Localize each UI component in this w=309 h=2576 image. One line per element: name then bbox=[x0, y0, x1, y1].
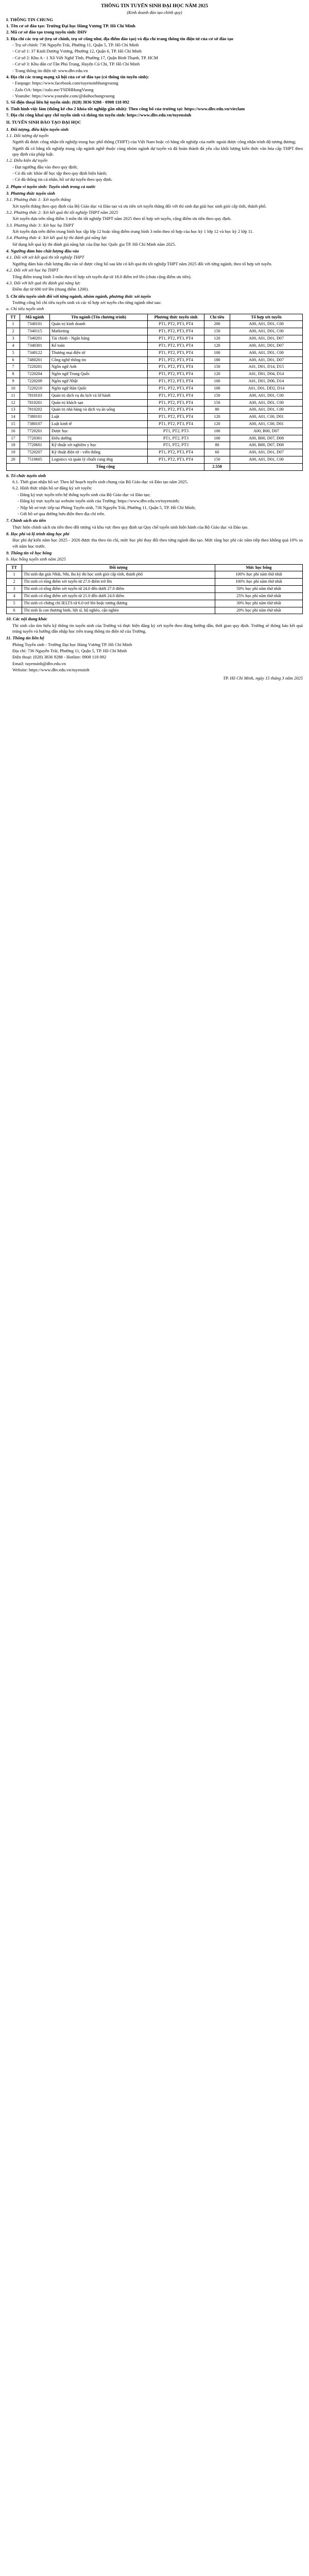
sub-1-1-heading: 1.1. Đối tượng dự tuyển bbox=[6, 132, 49, 138]
row-name: Marketing bbox=[50, 328, 148, 335]
sub-6-2-text: 6.2. Hình thức nhận hồ sơ đăng ký xét tuyển: bbox=[12, 485, 93, 491]
row-name: Luật bbox=[50, 414, 148, 421]
table-row bbox=[7, 321, 303, 328]
table-row bbox=[7, 442, 303, 449]
row-quota: 150 bbox=[204, 364, 230, 371]
row-number: 2 bbox=[7, 328, 20, 335]
table-row bbox=[7, 328, 303, 335]
row-quota: 60 bbox=[204, 449, 230, 456]
row-name: Quản trị nhà hàng và dịch vụ ăn uống bbox=[50, 406, 148, 414]
row-code: 7480201 bbox=[20, 357, 50, 364]
sch-target: Thí sinh là con thương binh, liệt sĩ, hộ nghèo, cận nghèo bbox=[22, 607, 215, 614]
row-methods: PT1, PT2, PT3, PT4 bbox=[148, 420, 204, 428]
submission-item: - Đăng ký trực tuyến tại website tuyển sinh của Trường: https://www.dhv.edu.vn/tuyensinh; bbox=[18, 498, 180, 504]
row-name: Ngôn ngữ Hàn Quốc bbox=[50, 385, 148, 392]
row-code: 7340122 bbox=[20, 349, 50, 357]
quota-total-row bbox=[7, 463, 303, 470]
sub-7-text: Thực hiện chính sách ưu tiên theo đối tượng và khu vực theo quy định tại Quy chế tuyển sinh hiện hành của Bộ Giáo dục và Đào tạo. bbox=[12, 524, 249, 530]
row-quota: 100 bbox=[204, 428, 230, 435]
method-2-text: Xét tuyển dựa trên tổng điểm 3 môn thi tốt nghiệp THPT năm 2025 theo tổ hợp xét tuyển, cộng điểm ưu tiên theo quy định. bbox=[12, 216, 232, 222]
col-quota: Chỉ tiêu bbox=[204, 314, 230, 321]
table-row bbox=[7, 449, 303, 456]
method-3-text: Xét tuyển dựa trên điểm trung bình học tập lớp 12 hoặc tổng điểm trung bình 3 môn theo tổ hợp của học kỳ 1 lớp 12 và học kỳ 2 lớp 11. bbox=[12, 229, 254, 234]
row-methods: PT1, PT2, PT3, PT4 bbox=[148, 414, 204, 421]
row-combos: A00, A01, D01, C00 bbox=[230, 321, 303, 328]
row-name: Điều dưỡng bbox=[50, 435, 148, 442]
method-3-title: 3.3. Phương thức 3: Xét học bạ THPT bbox=[6, 222, 74, 228]
sub-1-2-heading: 1.2. Điều kiện dự tuyển bbox=[6, 158, 48, 163]
row-methods: PT1, PT2, PT3, PT4 bbox=[148, 385, 204, 392]
row-methods: PT1, PT2, PT3, PT4 bbox=[148, 335, 204, 343]
row-number: 4 bbox=[7, 342, 20, 349]
row-number: 7 bbox=[7, 364, 20, 371]
sch-level: 100% học phí năm thứ nhất bbox=[215, 571, 303, 579]
section-1-item: - Youtube: https://www.youtube.com/@daihochungvuong bbox=[12, 93, 115, 98]
threshold-4-2-text: Tổng điểm trung bình 3 môn theo tổ hợp xét tuyển đạt từ 18.0 điểm trở lên (chưa cộng điểm ưu tiên). bbox=[12, 274, 192, 279]
row-number: 15 bbox=[7, 420, 20, 428]
row-quota: 120 bbox=[204, 420, 230, 428]
table-row bbox=[7, 428, 303, 435]
sub-7-heading: 7. Chính sách ưu tiên bbox=[6, 518, 46, 523]
contact-item: Website: https://www.dhv.edu.vn/tuyensinh bbox=[12, 667, 90, 673]
sub-4-heading: 4. Ngưỡng đảm bảo chất lượng đầu vào bbox=[6, 248, 79, 254]
section-1-item: - Zalo OA: https://zalo.me/TSDHHungVuong bbox=[12, 87, 94, 92]
scholarship-table bbox=[6, 564, 303, 615]
section-1-item: 3. Địa chỉ các trụ sở (trụ sở chính, trụ sở cũng như, địa điểm đào tạo) và địa chỉ trang thông tin điện tử của cơ sở đào tạo bbox=[6, 36, 233, 41]
total-empty bbox=[230, 463, 303, 470]
submission-item: - Gửi hồ sơ qua đường bưu điện theo địa chỉ trên. bbox=[18, 511, 106, 516]
section-1-item: - Cơ sở 2: Khu A - 1 Xô Viết Nghệ Tĩnh, Phường 17, Quận Bình Thạnh, TP. HCM bbox=[12, 55, 158, 60]
row-combos: A00, A01, D01, D07 bbox=[230, 357, 303, 364]
row-name: Luật kinh tế bbox=[50, 420, 148, 428]
row-combos: A00, B00, D07, D08 bbox=[230, 435, 303, 442]
total-label: Tổng cộng bbox=[7, 463, 204, 470]
method-4-text: Sử dụng kết quả kỳ thi đánh giá năng lực của Đại học Quốc gia TP. Hồ Chí Minh năm 2025. bbox=[12, 241, 176, 247]
row-code: 7340301 bbox=[20, 342, 50, 349]
threshold-4-3-text: Điểm đạt từ 600 trở lên (thang điểm 1200). bbox=[12, 286, 89, 292]
section-1-item: 7. Địa chỉ công khai quy chế tuyển sinh và thông tin tuyển sinh: https://www.dhv.edu.vn/tuyensinh bbox=[6, 112, 192, 117]
sch-number: 1 bbox=[7, 571, 22, 579]
section-1-item: - Trang thông tin điện tử: www.dhv.edu.vn bbox=[12, 67, 88, 73]
row-quota: 150 bbox=[204, 399, 230, 406]
row-methods: PT1, PT2, PT3 bbox=[148, 442, 204, 449]
table-row bbox=[7, 406, 303, 414]
section-1-item: - Fanpage: https://www.facebook.com/tuyensinhhungvuong bbox=[12, 80, 118, 86]
row-methods: PT1, PT2, PT3, PT4 bbox=[148, 364, 204, 371]
table-row bbox=[7, 349, 303, 357]
row-combos: A00, B00, D07 bbox=[230, 428, 303, 435]
document-subtitle: (Kinh doanh đào tạo chính quy) bbox=[127, 10, 182, 15]
row-number: 8 bbox=[7, 371, 20, 378]
section-1-item: 6. Tình hình việc làm (thống kê cho 2 khóa tốt nghiệp gần nhất): Theo công bố của trường tại: https://www.dhv.edu.vn/vieclam bbox=[6, 106, 245, 111]
row-code: 7380107 bbox=[20, 420, 50, 428]
sch-number: 3 bbox=[7, 586, 22, 593]
row-name: Tài chính - Ngân hàng bbox=[50, 335, 148, 343]
row-methods: PT1, PT2, PT3, PT4 bbox=[148, 371, 204, 378]
row-number: 17 bbox=[7, 435, 20, 442]
sub-8-heading: 8. Học phí và lộ trình tăng học phí bbox=[6, 531, 70, 536]
contact-item: Điện thoại: (028) 3836 9288 - Hotline: 0908 118 092 bbox=[12, 654, 107, 660]
sch-number: 2 bbox=[7, 579, 22, 586]
row-number: 14 bbox=[7, 414, 20, 421]
section-1-items bbox=[6, 23, 303, 118]
sch-level: 30% học phí năm thứ nhất bbox=[215, 600, 303, 607]
method-1-title: 3.1. Phương thức 1: Xét tuyển thẳng bbox=[6, 197, 71, 202]
contact-list bbox=[6, 642, 303, 673]
row-combos: A01, D01, D14, D15 bbox=[230, 364, 303, 371]
table-row bbox=[7, 342, 303, 349]
row-code: 7340201 bbox=[20, 335, 50, 343]
condition-item: - Có đủ sức khỏe để học tập theo quy định hiện hành; bbox=[12, 171, 107, 176]
section-1-heading: I. THÔNG TIN CHUNG bbox=[6, 16, 53, 22]
row-methods: PT1, PT2, PT3, PT4 bbox=[148, 392, 204, 399]
sub-8-text: Học phí dự kiến năm học 2025 - 2026 được thu theo tín chỉ, mức học phí thay đổi theo từng ngành đào tạo. Mức tăng học phí các năm tiếp theo không quá 10% so với năm học trước. bbox=[12, 537, 303, 549]
row-name: Quản trị khách sạn bbox=[50, 399, 148, 406]
row-combos: A00, B00, D07, D08 bbox=[230, 442, 303, 449]
sch-col-level: Mức học bổng bbox=[215, 564, 303, 571]
section-1-item: - Trụ sở chính: 736 Nguyễn Trãi, Phường 11, Quận 5, TP. Hồ Chí Minh bbox=[12, 42, 139, 48]
table-row bbox=[7, 399, 303, 406]
submission-item: - Đăng ký trực tuyến trên hệ thống tuyển sinh của Bộ Giáo dục và Đào tạo; bbox=[18, 492, 151, 497]
table-row bbox=[7, 371, 303, 378]
row-code: 7520207 bbox=[20, 449, 50, 456]
total-value: 2.550 bbox=[204, 463, 230, 470]
row-quota: 100 bbox=[204, 385, 230, 392]
row-name: Logistics và quản lý chuỗi cung ứng bbox=[50, 456, 148, 464]
row-quota: 120 bbox=[204, 335, 230, 343]
row-methods: PT1, PT2, PT3, PT4 bbox=[148, 342, 204, 349]
row-quota: 150 bbox=[204, 456, 230, 464]
row-code: 7340115 bbox=[20, 328, 50, 335]
row-methods: PT1, PT2, PT3, PT4 bbox=[148, 399, 204, 406]
quota-table-header bbox=[7, 314, 303, 321]
row-code: 7810103 bbox=[20, 392, 50, 399]
row-methods: PT1, PT2, PT3, PT4 bbox=[148, 378, 204, 385]
row-combos: A00, A01, D01, C00 bbox=[230, 349, 303, 357]
eligibility-paragraph-1: Người đã được công nhận tốt nghiệp trung học phổ thông (THPT) của Việt Nam hoặc có bằng tốt nghiệp của nước ngoài được công nhận trình độ tương đương; bbox=[12, 139, 296, 145]
row-code: 7220204 bbox=[20, 371, 50, 378]
scholarship-table-header bbox=[7, 564, 303, 571]
sch-target: Thí sinh có tổng điểm xét tuyển từ 27.0 điểm trở lên bbox=[22, 579, 215, 586]
row-quota: 120 bbox=[204, 414, 230, 421]
sch-level: 100% học phí năm thứ nhất bbox=[215, 579, 303, 586]
table-row bbox=[7, 456, 303, 464]
sch-number: 5 bbox=[7, 600, 22, 607]
sub-9-heading: 9. Thông tin về học bổng bbox=[6, 550, 52, 555]
threshold-4-2-title: 4.2. Đối với xét học bạ THPT bbox=[6, 267, 59, 273]
row-combos: A00, A01, D01, D07 bbox=[230, 335, 303, 343]
row-combos: A00, A01, D01, D07 bbox=[230, 342, 303, 349]
row-code: 7720601 bbox=[20, 442, 50, 449]
sub-5-text: Trường công bố chỉ tiêu tuyển sinh và các tổ hợp xét tuyển cho từng ngành như sau: bbox=[12, 299, 162, 305]
section-1-item: - Cơ sở 3: Khu dân cư Tân Phú Trung, Huyện Củ Chi, TP. Hồ Chí Minh bbox=[12, 61, 140, 67]
row-number: 10 bbox=[7, 385, 20, 392]
row-name: Kỹ thuật điện tử - viễn thông bbox=[50, 449, 148, 456]
sub-10-text: Thí sinh cần tìm hiểu kỹ thông tin tuyển sinh của Trường và thực hiện đăng ký xét tuyển theo đúng hướng dẫn, thời gian quy định. Trường sẽ thông báo kết quả trúng tuyển và hướng dẫn nhập học trên trang thông tin điện tử của Trường. bbox=[12, 622, 303, 634]
threshold-4-1-text: Ngưỡng đảm bảo chất lượng đầu vào sẽ được công bố sau khi có kết quả thi tốt nghiệp THPT năm 2025 đối với từng ngành, theo tổ hợp xét tuyển. bbox=[12, 261, 272, 266]
row-number: 1 bbox=[7, 321, 20, 328]
contact-item: Phòng Tuyển sinh - Trường Đại học Hùng Vương TP. Hồ Chí Minh bbox=[12, 641, 132, 647]
table-row bbox=[7, 571, 303, 579]
row-code: 7720301 bbox=[20, 435, 50, 442]
quota-table bbox=[6, 314, 303, 471]
row-number: 20 bbox=[7, 456, 20, 464]
row-code: 7720201 bbox=[20, 428, 50, 435]
row-combos: A01, D01, D04, D14 bbox=[230, 371, 303, 378]
row-combos: A00, A01, D01, C00 bbox=[230, 406, 303, 414]
sch-target: Thí sinh đạt giải Nhất, Nhì, Ba kỳ thi học sinh giỏi cấp tỉnh, thành phố bbox=[22, 571, 215, 579]
row-name: Kỹ thuật xét nghiệm y học bbox=[50, 442, 148, 449]
row-name: Quản trị kinh doanh bbox=[50, 321, 148, 328]
table-row bbox=[7, 378, 303, 385]
scholarship-table-title: b. Học bổng tuyển sinh năm 2025 bbox=[6, 556, 66, 562]
condition-item: - Đạt ngưỡng đầu vào theo quy định; bbox=[12, 164, 78, 170]
sub-1-heading: 1. Đối tượng, điều kiện tuyển sinh bbox=[6, 126, 69, 132]
table-row bbox=[7, 607, 303, 614]
row-name: Dược học bbox=[50, 428, 148, 435]
document-date: TP. Hồ Chí Minh, ngày 15 tháng 3 năm 2025 bbox=[223, 675, 303, 681]
row-quota: 150 bbox=[204, 392, 230, 399]
row-combos: A00, A01, C00, D01 bbox=[230, 414, 303, 421]
row-quota: 150 bbox=[204, 328, 230, 335]
row-number: 9 bbox=[7, 378, 20, 385]
document bbox=[6, 3, 303, 682]
document-title: THÔNG TIN TUYỂN SINH ĐẠI HỌC NĂM 2025 bbox=[101, 3, 208, 9]
contact-heading: 11. Thông tin liên hệ bbox=[6, 635, 44, 641]
row-methods: PT1, PT2, PT3, PT4 bbox=[148, 328, 204, 335]
table-row bbox=[7, 335, 303, 343]
row-number: 13 bbox=[7, 406, 20, 414]
row-quota: 100 bbox=[204, 435, 230, 442]
col-combos: Tổ hợp xét tuyển bbox=[230, 314, 303, 321]
section-1-item: - Cơ sở 1: 37 Kinh Dương Vương, Phường 12, Quận 6, TP. Hồ Chí Minh bbox=[12, 48, 142, 54]
row-combos: A01, D01, D06, D14 bbox=[230, 378, 303, 385]
row-name: Kế toán bbox=[50, 342, 148, 349]
table-row bbox=[7, 600, 303, 607]
method-2-title: 3.2. Phương thức 2: Xét kết quả thi tốt nghiệp THPT năm 2025 bbox=[6, 210, 118, 215]
col-name: Tên ngành (Tên chương trình) bbox=[50, 314, 148, 321]
row-quota: 120 bbox=[204, 342, 230, 349]
row-combos: A01, D01, DD2, D14 bbox=[230, 385, 303, 392]
sub-10-heading: 10. Các nội dung khác bbox=[6, 616, 47, 622]
eligibility-paragraph-2: Người đã có bằng tốt nghiệp trung cấp ngành nghề thuộc cùng nhóm ngành dự tuyển và đã hoàn thành đủ yêu cầu khối lượng kiến thức văn hóa cấp THPT theo quy định của pháp luật. bbox=[12, 145, 303, 157]
col-tt: TT bbox=[7, 314, 20, 321]
sch-col-target: Đối tượng bbox=[22, 564, 215, 571]
sch-target: Thí sinh có chứng chỉ IELTS từ 6.0 trở lên hoặc tương đương bbox=[22, 600, 215, 607]
table-row bbox=[7, 420, 303, 428]
row-code: 7220201 bbox=[20, 364, 50, 371]
sub-6-1-text: 6.1. Thời gian nhận hồ sơ: Theo kế hoạch tuyển sinh chung của Bộ Giáo dục và Đào tạo năm 2025. bbox=[12, 479, 188, 485]
row-number: 11 bbox=[7, 392, 20, 399]
row-methods: PT1, PT2, PT3, PT4 bbox=[148, 349, 204, 357]
row-combos: A00, A01, C00, D01 bbox=[230, 420, 303, 428]
row-code: 7380101 bbox=[20, 414, 50, 421]
submission-item: - Nộp hồ sơ trực tiếp tại Phòng Tuyển sinh, 736 Nguyễn Trãi, Phường 11, Quận 5, TP. Hồ Chí Minh; bbox=[18, 504, 196, 510]
table-row bbox=[7, 364, 303, 371]
row-name: Ngôn ngữ Nhật bbox=[50, 378, 148, 385]
threshold-4-1-title: 4.1. Đối với xét kết quả thi tốt nghiệp THPT bbox=[6, 255, 84, 260]
conditions-list bbox=[6, 164, 303, 183]
table-row bbox=[7, 592, 303, 600]
row-number: 19 bbox=[7, 449, 20, 456]
sch-col-tt: TT bbox=[7, 564, 22, 571]
sub-6-heading: 6. Tổ chức tuyển sinh bbox=[6, 472, 46, 478]
row-quota: 80 bbox=[204, 406, 230, 414]
row-methods: PT1, PT2, PT3 bbox=[148, 428, 204, 435]
row-combos: A00, A01, D01, C00 bbox=[230, 456, 303, 464]
row-quota: 180 bbox=[204, 357, 230, 364]
row-code: 7810202 bbox=[20, 406, 50, 414]
table-row bbox=[7, 435, 303, 442]
sch-level: 50% học phí năm thứ nhất bbox=[215, 586, 303, 593]
row-number: 12 bbox=[7, 399, 20, 406]
threshold-4-3-title: 4.3. Đối với kết quả thi đánh giá năng lực bbox=[6, 280, 81, 285]
contact-item: Email: tuyensinh@dhv.edu.vn bbox=[12, 660, 66, 666]
row-quota: 100 bbox=[204, 378, 230, 385]
sch-target: Thí sinh có tổng điểm xét tuyển từ 24.0 đến dưới 27.0 điểm bbox=[22, 586, 215, 593]
row-number: 3 bbox=[7, 335, 20, 343]
section-2-heading: II. TUYỂN SINH ĐÀO TẠO ĐẠI HỌC bbox=[6, 120, 81, 125]
sch-number: 6 bbox=[7, 607, 22, 614]
table-row bbox=[7, 357, 303, 364]
row-name: Công nghệ thông tin bbox=[50, 357, 148, 364]
row-methods: PT1, PT2, PT3, PT4 bbox=[148, 456, 204, 464]
sch-number: 4 bbox=[7, 592, 22, 600]
table-row bbox=[7, 385, 303, 392]
sch-target: Thí sinh có tổng điểm xét tuyển từ 21.0 đến dưới 24.0 điểm bbox=[22, 592, 215, 600]
method-4-title: 3.4. Phương thức 4: Xét kết quả kỳ thi đánh giá năng lực bbox=[6, 235, 107, 241]
condition-item: - Có đủ thông tin cá nhân, hồ sơ dự tuyển theo quy định. bbox=[12, 177, 113, 182]
row-number: 6 bbox=[7, 357, 20, 364]
sub-3-heading: 3. Phương thức tuyển sinh bbox=[6, 191, 55, 196]
row-name: Ngôn ngữ Anh bbox=[50, 364, 148, 371]
sch-level: 25% học phí năm thứ nhất bbox=[215, 592, 303, 600]
row-code: 7810201 bbox=[20, 399, 50, 406]
row-combos: A00, A01, D01, D07 bbox=[230, 449, 303, 456]
col-methods: Phương thức tuyển sinh bbox=[148, 314, 204, 321]
row-methods: PT1, PT2, PT3, PT4 bbox=[148, 406, 204, 414]
row-methods: PT1, PT2, PT3, PT4 bbox=[148, 357, 204, 364]
row-name: Ngôn ngữ Trung Quốc bbox=[50, 371, 148, 378]
row-code: 7510605 bbox=[20, 456, 50, 464]
method-1-text: Xét tuyển thẳng theo quy định của Bộ Giáo dục và Đào tạo và ưu tiên xét tuyển thẳng đối với thí sinh đạt giải học sinh giỏi cấp tỉnh, thành phố. bbox=[12, 203, 267, 209]
col-code: Mã ngành bbox=[20, 314, 50, 321]
row-number: 5 bbox=[7, 349, 20, 357]
row-code: 7220210 bbox=[20, 385, 50, 392]
row-quota: 80 bbox=[204, 442, 230, 449]
section-1-item: 2. Mã cơ sở đào tạo trong tuyển sinh: DHV bbox=[6, 29, 88, 35]
submission-list bbox=[6, 492, 303, 517]
row-methods: PT1, PT2, PT3, PT4 bbox=[148, 321, 204, 328]
section-1-item: 1. Tên cơ sở đào tạo: Trường Đại học Hùng Vương TP. Hồ Chí Minh bbox=[6, 23, 135, 29]
row-combos: A00, A01, D01, C00 bbox=[230, 399, 303, 406]
table-row bbox=[7, 579, 303, 586]
row-number: 18 bbox=[7, 442, 20, 449]
row-combos: A00, A01, D01, C00 bbox=[230, 392, 303, 399]
row-name: Quản trị dịch vụ du lịch và lữ hành bbox=[50, 392, 148, 399]
row-combos: A00, A01, D01, C00 bbox=[230, 328, 303, 335]
row-code: 7340101 bbox=[20, 321, 50, 328]
row-quota: 120 bbox=[204, 371, 230, 378]
sch-level: 20% học phí năm thứ nhất bbox=[215, 607, 303, 614]
table-row bbox=[7, 586, 303, 593]
row-code: 7220209 bbox=[20, 378, 50, 385]
contact-item: Địa chỉ: 736 Nguyễn Trãi, Phường 11, Quận 5, TP. Hồ Chí Minh bbox=[12, 648, 127, 654]
table-row bbox=[7, 392, 303, 399]
section-1-item: 4. Địa chỉ các trang mạng xã hội của cơ sở đào tạo (có thông tin tuyển sinh): bbox=[6, 74, 149, 79]
row-number: 16 bbox=[7, 428, 20, 435]
row-name: Thương mại điện tử bbox=[50, 349, 148, 357]
row-quota: 200 bbox=[204, 321, 230, 328]
row-methods: PT1, PT2, PT3, PT4 bbox=[148, 449, 204, 456]
section-1-item: 5. Số điện thoại liên hệ tuyển sinh: (028) 3836 9288 - 0908 118 092 bbox=[6, 99, 129, 105]
sub-5-heading: 5. Chỉ tiêu tuyển sinh đối với từng ngành, nhóm ngành, phương thức xét tuyển bbox=[6, 293, 151, 299]
row-methods: PT1, PT2, PT3 bbox=[148, 435, 204, 442]
table-row bbox=[7, 414, 303, 421]
sub-2-heading: 2. Phạm vi tuyển sinh: Tuyển sinh trong cả nước bbox=[6, 183, 96, 189]
row-quota: 100 bbox=[204, 349, 230, 357]
quota-table-title: a. Chỉ tiêu tuyển sinh bbox=[6, 306, 44, 312]
